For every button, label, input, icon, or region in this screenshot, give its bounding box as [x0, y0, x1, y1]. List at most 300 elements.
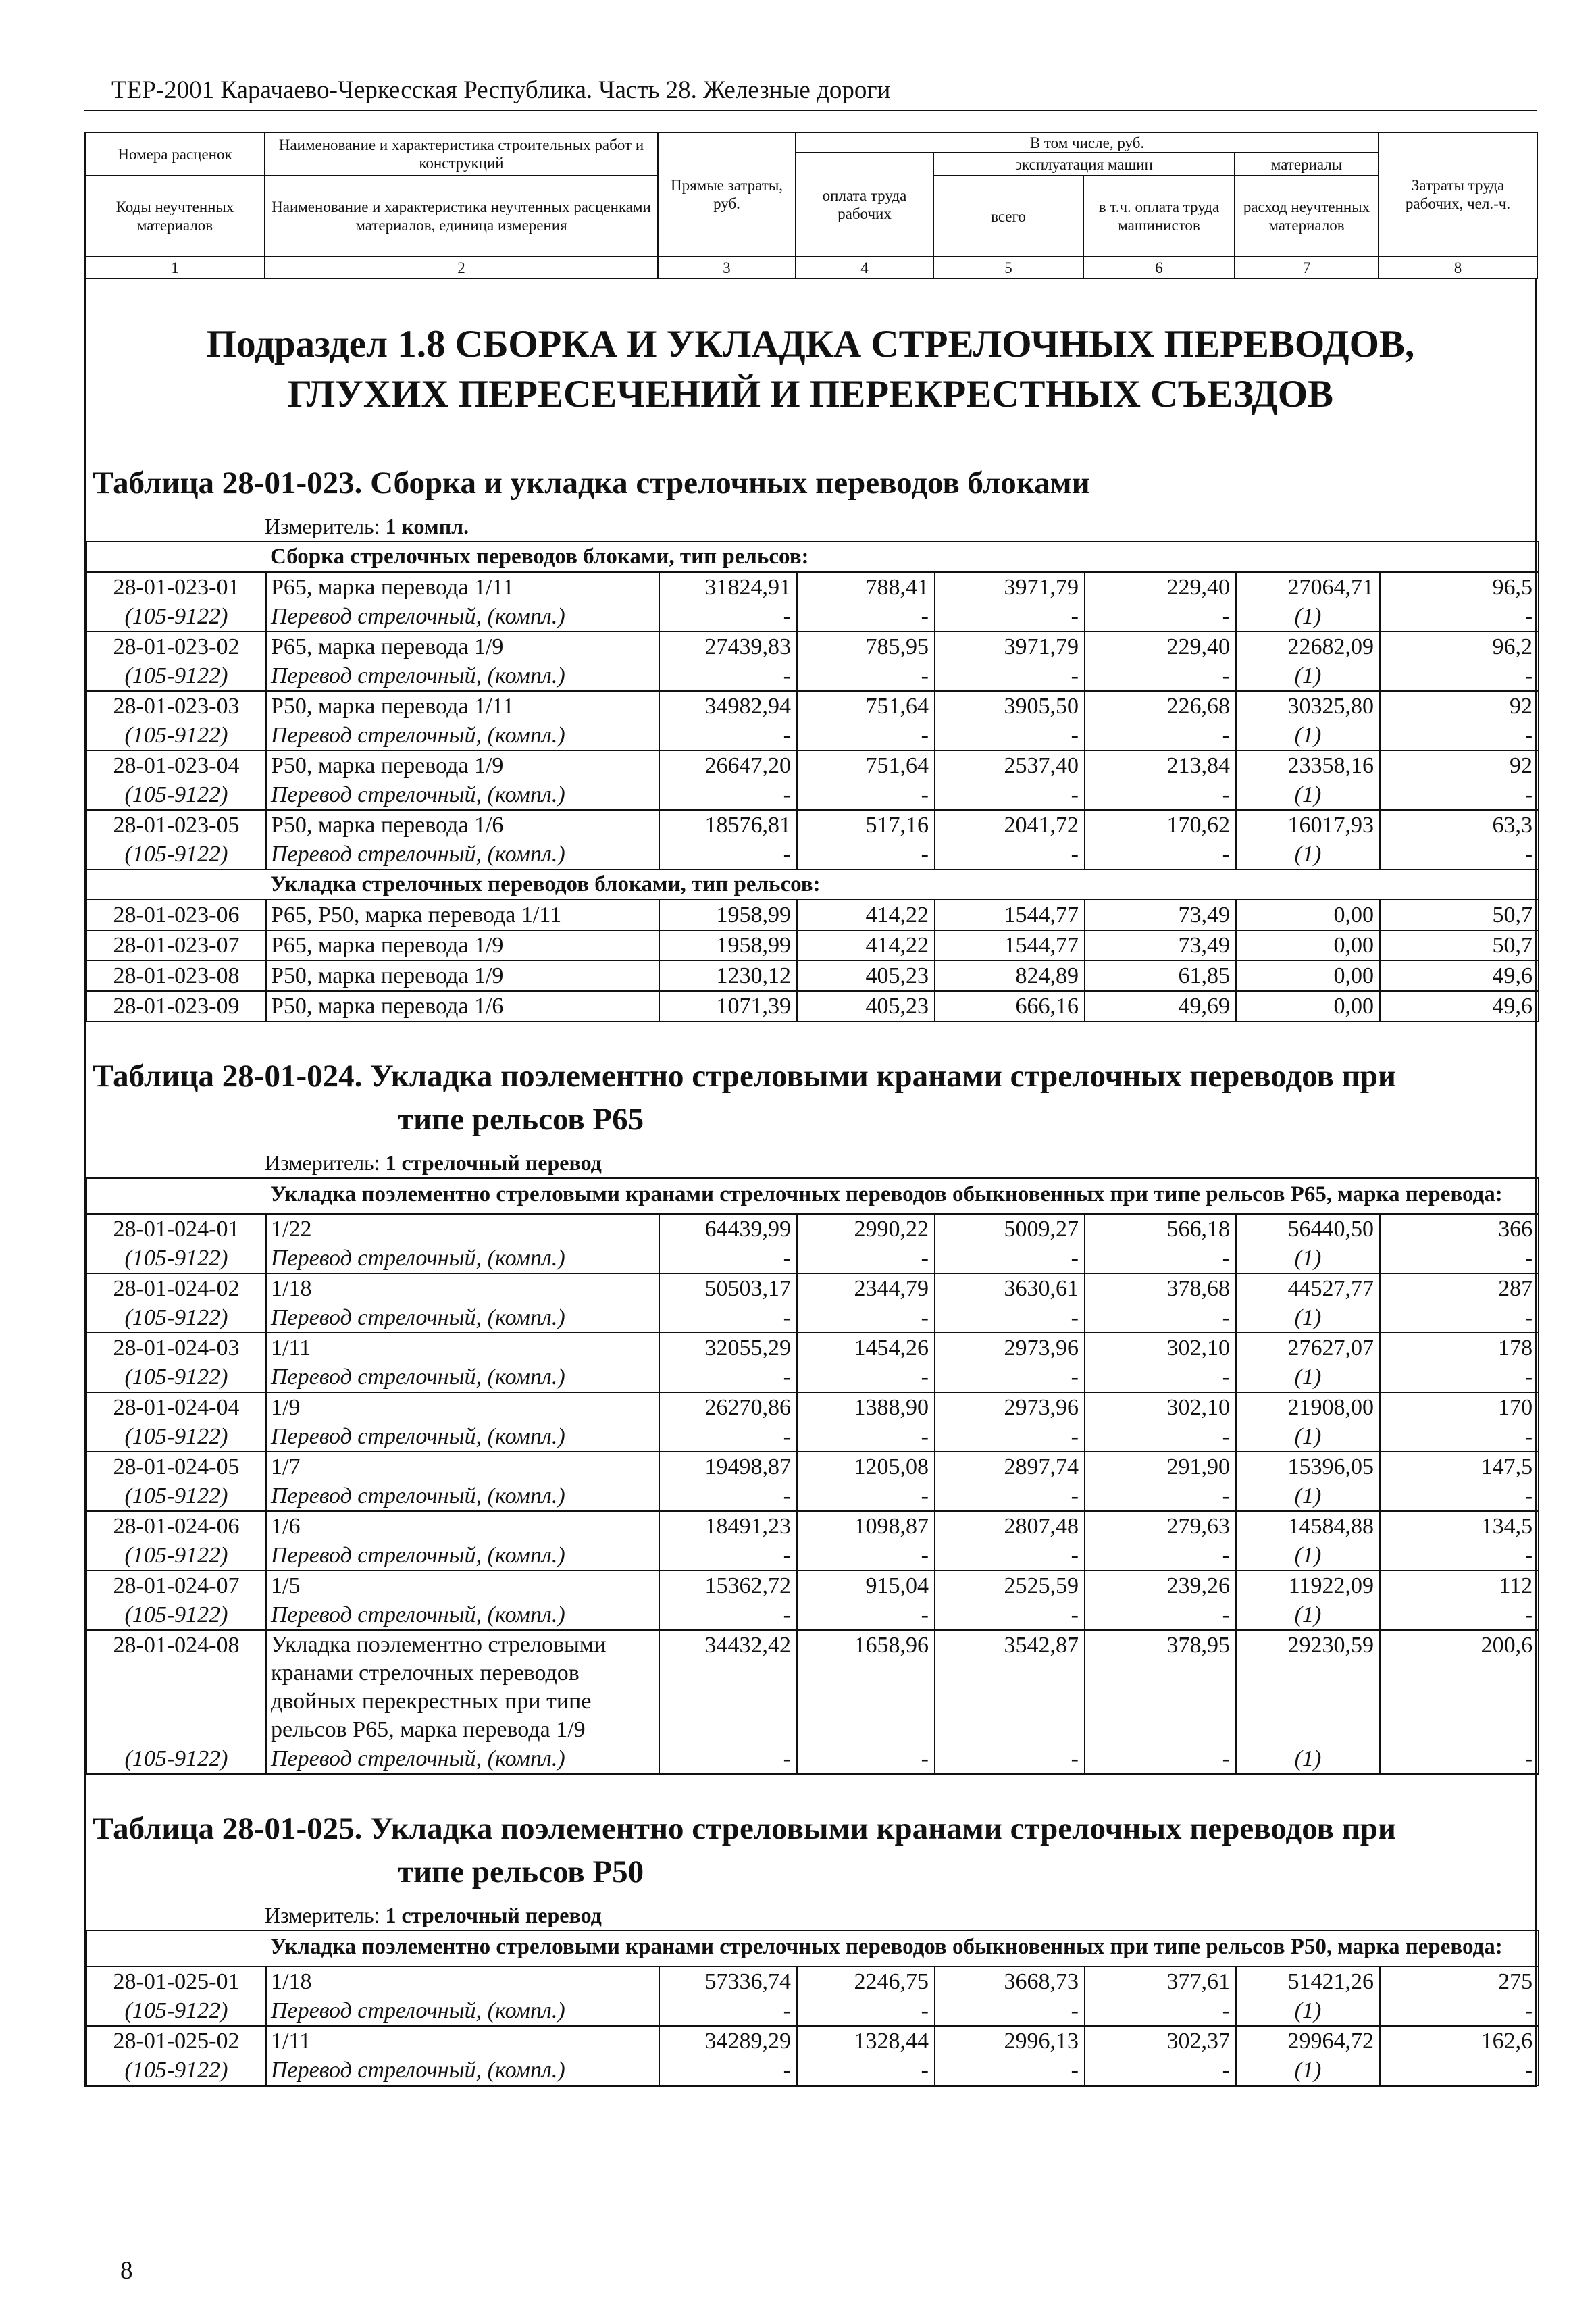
rate-value-c6: 378,68	[1085, 1273, 1236, 1303]
material-value-m4: -	[797, 1996, 935, 2026]
table-title-025-line2: типе рельсов Р50	[398, 1854, 644, 1889]
group-header-spacer	[86, 869, 266, 900]
material-value-m5: -	[935, 721, 1085, 751]
rate-name: Р65, марка перевода 1/9	[266, 930, 659, 961]
rate-value-c3: 26647,20	[659, 751, 797, 780]
rate-value-c3: 1071,39	[659, 991, 797, 1021]
table-row-material	[86, 1541, 1539, 1571]
group-header-row	[86, 542, 1539, 572]
table-row-material	[86, 1600, 1539, 1630]
rate-value-c7: 0,00	[1236, 930, 1380, 961]
rate-value-c6: 279,63	[1085, 1511, 1236, 1541]
material-code: (105-9122)	[86, 602, 266, 632]
meter-023	[86, 511, 1535, 541]
header-oplata: оплата труда рабочих	[796, 153, 933, 257]
rate-code: 28-01-024-04	[86, 1392, 266, 1422]
rate-code: 28-01-023-02	[86, 632, 266, 661]
material-value-m6: -	[1085, 1481, 1236, 1511]
table-row-material	[86, 1996, 1539, 2026]
rate-value-c5: 3668,73	[935, 1966, 1085, 1996]
material-value-m3: -	[659, 1541, 797, 1571]
rate-value-c6: 73,49	[1085, 900, 1236, 930]
table-row-material	[86, 780, 1539, 810]
rate-value-c3: 18576,81	[659, 810, 797, 840]
material-value-m6: -	[1085, 721, 1236, 751]
header-materialy: материалы	[1235, 153, 1379, 176]
material-code: (105-9122)	[86, 1303, 266, 1333]
rate-value-c8: 147,5	[1380, 1452, 1539, 1481]
material-name: Перевод стрелочный, (компл.)	[266, 1541, 659, 1571]
material-value-m7: (1)	[1236, 1303, 1380, 1333]
material-value-m8: -	[1380, 1303, 1539, 1333]
table-row	[86, 1392, 1539, 1422]
material-value-m4: -	[797, 780, 935, 810]
rate-value-c8: 96,2	[1380, 632, 1539, 661]
material-value-m5: -	[935, 1541, 1085, 1571]
material-name: Перевод стрелочный, (компл.)	[266, 780, 659, 810]
material-value-m5: -	[935, 2056, 1085, 2085]
material-value-m6: -	[1085, 1541, 1236, 1571]
table-row-material	[86, 721, 1539, 751]
material-code: (105-9122)	[86, 1481, 266, 1511]
rates-table-025	[86, 1930, 1539, 2086]
header-pryamye: Прямые затраты, руб.	[658, 132, 796, 257]
header-rashod: расход неучтенных материалов	[1235, 176, 1379, 257]
group-header: Сборка стрелочных переводов блоками, тип рельсов:	[266, 542, 1539, 572]
group-header-spacer	[86, 1178, 266, 1214]
material-value-m3: -	[659, 661, 797, 691]
table-row	[86, 1273, 1539, 1303]
material-value-m7: (1)	[1236, 661, 1380, 691]
rate-name: Р50, марка перевода 1/6	[266, 810, 659, 840]
rate-value-c5: 3971,79	[935, 572, 1085, 602]
material-value-m5: -	[935, 780, 1085, 810]
material-value-m7: (1)	[1236, 780, 1380, 810]
rate-value-c8: 112	[1380, 1571, 1539, 1600]
rate-value-c4: 1328,44	[797, 2026, 935, 2056]
rate-code: 28-01-024-08	[86, 1630, 266, 1744]
rate-value-c4: 1388,90	[797, 1392, 935, 1422]
rate-value-c7: 15396,05	[1236, 1452, 1380, 1481]
table-row	[86, 961, 1539, 991]
rate-value-c4: 785,95	[797, 632, 935, 661]
rate-value-c8: 366	[1380, 1214, 1539, 1244]
rate-value-c8: 287	[1380, 1273, 1539, 1303]
header-naim: Наименование и характеристика строительных работ и конструкций	[265, 132, 658, 176]
rate-value-c7: 23358,16	[1236, 751, 1380, 780]
rate-value-c6: 239,26	[1085, 1571, 1236, 1600]
group-header: Укладка стрелочных переводов блоками, тип рельсов:	[266, 869, 1539, 900]
header-naim2: Наименование и характеристика неучтенных расценками материалов, единица измерения	[265, 176, 658, 257]
rate-code: 28-01-024-01	[86, 1214, 266, 1244]
material-name: Перевод стрелочный, (компл.)	[266, 1303, 659, 1333]
meter-label: Измеритель:	[265, 514, 380, 538]
material-value-m4: -	[797, 1363, 935, 1392]
rate-value-c7: 27627,07	[1236, 1333, 1380, 1363]
col-number: 1	[85, 257, 265, 278]
rate-value-c6: 170,62	[1085, 810, 1236, 840]
col-number: 6	[1083, 257, 1235, 278]
rate-value-c5: 2973,96	[935, 1333, 1085, 1363]
rate-value-c4: 2246,75	[797, 1966, 935, 1996]
group-header: Укладка поэлементно стреловыми кранами стрелочных переводов обыкновенных при типе рельсов Р50, марка перевода:	[266, 1931, 1539, 1966]
rate-value-c3: 64439,99	[659, 1214, 797, 1244]
rate-value-c4: 1098,87	[797, 1511, 935, 1541]
header-vsego: всего	[933, 176, 1083, 257]
table-row	[86, 1966, 1539, 1996]
material-name: Перевод стрелочный, (компл.)	[266, 1422, 659, 1452]
material-value-m7: (1)	[1236, 1996, 1380, 2026]
table-row	[86, 1630, 1539, 1744]
material-value-m6: -	[1085, 1363, 1236, 1392]
rate-value-c6: 229,40	[1085, 572, 1236, 602]
rate-value-c8: 134,5	[1380, 1511, 1539, 1541]
meter-label: Измеритель:	[265, 1150, 380, 1175]
rate-value-c4: 405,23	[797, 991, 935, 1021]
rate-value-c6: 213,84	[1085, 751, 1236, 780]
material-name: Перевод стрелочный, (компл.)	[266, 1481, 659, 1511]
material-value-m6: -	[1085, 780, 1236, 810]
rate-name: 1/22	[266, 1214, 659, 1244]
table-row	[86, 1214, 1539, 1244]
material-code: (105-9122)	[86, 1244, 266, 1273]
rate-code: 28-01-023-07	[86, 930, 266, 961]
material-value-m8: -	[1380, 1600, 1539, 1630]
meter-value: 1 стрелочный перевод	[385, 1903, 602, 1927]
rate-value-c4: 414,22	[797, 900, 935, 930]
rate-value-c6: 302,10	[1085, 1392, 1236, 1422]
rate-value-c5: 2525,59	[935, 1571, 1085, 1600]
rate-name: Укладка поэлементно стреловыми кранами стрелочных переводов двойных перекрестных при типе рельсов Р65, марка перевода 1/9	[266, 1630, 659, 1744]
material-value-m4: -	[797, 1244, 935, 1273]
material-value-m3: -	[659, 840, 797, 869]
group-header-spacer	[86, 542, 266, 572]
rate-code: 28-01-025-01	[86, 1966, 266, 1996]
rate-name: Р50, марка перевода 1/6	[266, 991, 659, 1021]
table-row	[86, 1452, 1539, 1481]
material-name: Перевод стрелочный, (компл.)	[266, 602, 659, 632]
material-value-m5: -	[935, 1600, 1085, 1630]
rate-value-c4: 788,41	[797, 572, 935, 602]
material-value-m3: -	[659, 2056, 797, 2085]
rate-name: 1/18	[266, 1966, 659, 1996]
material-value-m6: -	[1085, 2056, 1236, 2085]
table-row	[86, 1333, 1539, 1363]
table-row-material	[86, 1363, 1539, 1392]
rate-name: Р65, Р50, марка перевода 1/11	[266, 900, 659, 930]
rate-value-c5: 3971,79	[935, 632, 1085, 661]
rate-value-c3: 31824,91	[659, 572, 797, 602]
material-value-m4: -	[797, 840, 935, 869]
rate-value-c4: 2990,22	[797, 1214, 935, 1244]
rate-value-c7: 30325,80	[1236, 691, 1380, 721]
rate-value-c7: 51421,26	[1236, 1966, 1380, 1996]
material-value-m7: (1)	[1236, 1481, 1380, 1511]
page-number: 8	[120, 2257, 133, 2285]
material-value-m8: -	[1380, 1541, 1539, 1571]
rate-value-c7: 29964,72	[1236, 2026, 1380, 2056]
table-row	[86, 632, 1539, 661]
rate-name: Р50, марка перевода 1/9	[266, 751, 659, 780]
rate-value-c4: 1658,96	[797, 1630, 935, 1744]
rate-value-c8: 178	[1380, 1333, 1539, 1363]
rate-value-c8: 50,7	[1380, 900, 1539, 930]
rate-value-c6: 378,95	[1085, 1630, 1236, 1744]
rate-value-c8: 170	[1380, 1392, 1539, 1422]
rate-value-c6: 302,37	[1085, 2026, 1236, 2056]
table-title-024-line2: типе рельсов Р65	[398, 1102, 644, 1137]
table-row	[86, 991, 1539, 1021]
material-value-m8: -	[1380, 1422, 1539, 1452]
rate-value-c7: 0,00	[1236, 961, 1380, 991]
rate-code: 28-01-024-03	[86, 1333, 266, 1363]
rate-value-c8: 92	[1380, 691, 1539, 721]
column-header-table	[84, 132, 1538, 279]
material-value-m8: -	[1380, 721, 1539, 751]
rate-value-c5: 2897,74	[935, 1452, 1085, 1481]
rate-value-c7: 44527,77	[1236, 1273, 1380, 1303]
rate-value-c3: 34432,42	[659, 1630, 797, 1744]
material-value-m5: -	[935, 840, 1085, 869]
rate-value-c8: 49,6	[1380, 961, 1539, 991]
col-number: 4	[796, 257, 933, 278]
rate-value-c4: 1454,26	[797, 1333, 935, 1363]
material-value-m5: -	[935, 661, 1085, 691]
rate-value-c7: 14584,88	[1236, 1511, 1380, 1541]
document-page	[84, 71, 1537, 2087]
rate-code: 28-01-023-04	[86, 751, 266, 780]
material-value-m3: -	[659, 780, 797, 810]
rate-value-c5: 824,89	[935, 961, 1085, 991]
material-name: Перевод стрелочный, (компл.)	[266, 840, 659, 869]
material-value-m8: -	[1380, 661, 1539, 691]
material-value-m5: -	[935, 1744, 1085, 1774]
rate-value-c8: 50,7	[1380, 930, 1539, 961]
material-value-m6: -	[1085, 1303, 1236, 1333]
rate-value-c3: 34289,29	[659, 2026, 797, 2056]
rate-value-c5: 2807,48	[935, 1511, 1085, 1541]
rate-code: 28-01-024-07	[86, 1571, 266, 1600]
rate-value-c3: 26270,86	[659, 1392, 797, 1422]
material-name: Перевод стрелочный, (компл.)	[266, 1244, 659, 1273]
table-row-material	[86, 1744, 1539, 1774]
material-code: (105-9122)	[86, 1422, 266, 1452]
rate-value-c4: 1205,08	[797, 1452, 935, 1481]
material-value-m5: -	[935, 1481, 1085, 1511]
table-row	[86, 2026, 1539, 2056]
material-value-m8: -	[1380, 2056, 1539, 2085]
rate-value-c7: 0,00	[1236, 900, 1380, 930]
rate-value-c6: 61,85	[1085, 961, 1236, 991]
material-value-m6: -	[1085, 1600, 1236, 1630]
material-value-m5: -	[935, 1363, 1085, 1392]
rate-value-c3: 32055,29	[659, 1333, 797, 1363]
material-value-m6: -	[1085, 1996, 1236, 2026]
material-code: (105-9122)	[86, 1363, 266, 1392]
rate-value-c7: 29230,59	[1236, 1630, 1380, 1744]
rate-name: 1/9	[266, 1392, 659, 1422]
rate-value-c3: 34982,94	[659, 691, 797, 721]
material-value-m4: -	[797, 661, 935, 691]
rate-value-c6: 229,40	[1085, 632, 1236, 661]
table-row	[86, 1511, 1539, 1541]
material-value-m7: (1)	[1236, 1744, 1380, 1774]
material-name: Перевод стрелочный, (компл.)	[266, 1363, 659, 1392]
material-name: Перевод стрелочный, (компл.)	[266, 721, 659, 751]
material-code: (105-9122)	[86, 780, 266, 810]
rate-value-c6: 73,49	[1085, 930, 1236, 961]
material-code: (105-9122)	[86, 2056, 266, 2085]
col-number: 7	[1235, 257, 1379, 278]
material-code: (105-9122)	[86, 1744, 266, 1774]
material-value-m5: -	[935, 602, 1085, 632]
rate-value-c7: 0,00	[1236, 991, 1380, 1021]
table-row	[86, 572, 1539, 602]
header-zatraty: Затраты труда рабочих, чел.-ч.	[1379, 132, 1537, 257]
rate-code: 28-01-023-03	[86, 691, 266, 721]
header-vtom: В том числе, руб.	[796, 132, 1379, 153]
material-value-m5: -	[935, 1422, 1085, 1452]
header-kody: Коды неучтенных материалов	[85, 176, 265, 257]
rate-value-c8: 275	[1380, 1966, 1539, 1996]
material-code: (105-9122)	[86, 661, 266, 691]
table-row-material	[86, 1303, 1539, 1333]
material-name: Перевод стрелочный, (компл.)	[266, 1600, 659, 1630]
rate-value-c5: 3905,50	[935, 691, 1085, 721]
material-value-m4: -	[797, 1481, 935, 1511]
material-value-m8: -	[1380, 780, 1539, 810]
rate-value-c5: 2996,13	[935, 2026, 1085, 2056]
rate-value-c8: 96,5	[1380, 572, 1539, 602]
material-value-m7: (1)	[1236, 1600, 1380, 1630]
rate-name: Р65, марка перевода 1/9	[266, 632, 659, 661]
table-title-023: Таблица 28-01-023. Сборка и укладка стрелочных переводов блоками	[93, 465, 1090, 501]
rate-value-c5: 3630,61	[935, 1273, 1085, 1303]
material-value-m6: -	[1085, 1422, 1236, 1452]
material-value-m4: -	[797, 1422, 935, 1452]
material-value-m3: -	[659, 1422, 797, 1452]
rate-value-c7: 11922,09	[1236, 1571, 1380, 1600]
material-code: (105-9122)	[86, 1996, 266, 2026]
material-value-m8: -	[1380, 1481, 1539, 1511]
rate-value-c6: 49,69	[1085, 991, 1236, 1021]
material-value-m5: -	[935, 1303, 1085, 1333]
material-value-m8: -	[1380, 602, 1539, 632]
table-row-material	[86, 602, 1539, 632]
rate-value-c4: 414,22	[797, 930, 935, 961]
meter-value: 1 стрелочный перевод	[385, 1150, 602, 1175]
rate-value-c7: 16017,93	[1236, 810, 1380, 840]
rate-value-c4: 405,23	[797, 961, 935, 991]
running-head: ТЕР-2001 Карачаево-Черкесская Республика. Часть 28. Железные дороги	[111, 76, 891, 104]
table-title-025	[86, 1775, 1535, 1893]
rate-value-c4: 915,04	[797, 1571, 935, 1600]
rate-value-c5: 666,16	[935, 991, 1085, 1021]
rate-value-c8: 49,6	[1380, 991, 1539, 1021]
table-row-material	[86, 1422, 1539, 1452]
rate-value-c4: 517,16	[797, 810, 935, 840]
table-row-material	[86, 840, 1539, 869]
group-header: Укладка поэлементно стреловыми кранами стрелочных переводов обыкновенных при типе рельсов Р65, марка перевода:	[266, 1178, 1539, 1214]
rate-code: 28-01-024-05	[86, 1452, 266, 1481]
rate-name: 1/7	[266, 1452, 659, 1481]
material-value-m8: -	[1380, 840, 1539, 869]
rate-value-c5: 1544,77	[935, 900, 1085, 930]
rate-value-c6: 377,61	[1085, 1966, 1236, 1996]
material-code: (105-9122)	[86, 721, 266, 751]
material-value-m7: (1)	[1236, 840, 1380, 869]
rate-code: 28-01-024-06	[86, 1511, 266, 1541]
rate-value-c4: 751,64	[797, 751, 935, 780]
rate-code: 28-01-023-09	[86, 991, 266, 1021]
material-code: (105-9122)	[86, 840, 266, 869]
rate-value-c3: 18491,23	[659, 1511, 797, 1541]
material-value-m5: -	[935, 1244, 1085, 1273]
material-value-m6: -	[1085, 1244, 1236, 1273]
rate-code: 28-01-023-01	[86, 572, 266, 602]
rate-value-c5: 2973,96	[935, 1392, 1085, 1422]
material-value-m7: (1)	[1236, 602, 1380, 632]
table-title-024	[86, 1022, 1535, 1141]
material-value-m8: -	[1380, 1744, 1539, 1774]
header-vtch: в т.ч. оплата труда машинистов	[1083, 176, 1235, 257]
material-value-m6: -	[1085, 840, 1236, 869]
table-title-024-line1: Таблица 28-01-024. Укладка поэлементно стреловыми кранами стрелочных переводов при	[93, 1059, 1396, 1094]
material-value-m5: -	[935, 1996, 1085, 2026]
rate-value-c3: 1230,12	[659, 961, 797, 991]
material-value-m7: (1)	[1236, 2056, 1380, 2085]
rate-code: 28-01-023-08	[86, 961, 266, 991]
material-value-m3: -	[659, 1744, 797, 1774]
material-name: Перевод стрелочный, (компл.)	[266, 661, 659, 691]
material-name: Перевод стрелочный, (компл.)	[266, 2056, 659, 2085]
rate-code: 28-01-024-02	[86, 1273, 266, 1303]
header-ekspl: эксплуатация машин	[933, 153, 1235, 176]
rate-name: 1/6	[266, 1511, 659, 1541]
rate-name: 1/11	[266, 1333, 659, 1363]
rate-name: 1/5	[266, 1571, 659, 1600]
rate-value-c7: 22682,09	[1236, 632, 1380, 661]
material-value-m8: -	[1380, 1363, 1539, 1392]
material-value-m7: (1)	[1236, 1541, 1380, 1571]
rate-value-c7: 27064,71	[1236, 572, 1380, 602]
group-header-row	[86, 1178, 1539, 1214]
material-value-m7: (1)	[1236, 1363, 1380, 1392]
rate-value-c6: 302,10	[1085, 1333, 1236, 1363]
material-value-m4: -	[797, 721, 935, 751]
material-value-m4: -	[797, 1600, 935, 1630]
material-code: (105-9122)	[86, 1600, 266, 1630]
rate-value-c7: 21908,00	[1236, 1392, 1380, 1422]
rate-name: Р50, марка перевода 1/9	[266, 961, 659, 991]
rate-value-c3: 27439,83	[659, 632, 797, 661]
rate-value-c5: 1544,77	[935, 930, 1085, 961]
group-header-spacer	[86, 1931, 266, 1966]
material-value-m7: (1)	[1236, 721, 1380, 751]
rate-code: 28-01-025-02	[86, 2026, 266, 2056]
rate-name: Р65, марка перевода 1/11	[266, 572, 659, 602]
rate-name: Р50, марка перевода 1/11	[266, 691, 659, 721]
rate-value-c3: 15362,72	[659, 1571, 797, 1600]
material-value-m3: -	[659, 721, 797, 751]
table-row	[86, 810, 1539, 840]
material-value-m7: (1)	[1236, 1422, 1380, 1452]
document-body	[84, 279, 1537, 2087]
material-value-m8: -	[1380, 1996, 1539, 2026]
rate-value-c3: 19498,87	[659, 1452, 797, 1481]
group-header-row	[86, 869, 1539, 900]
material-value-m4: -	[797, 602, 935, 632]
